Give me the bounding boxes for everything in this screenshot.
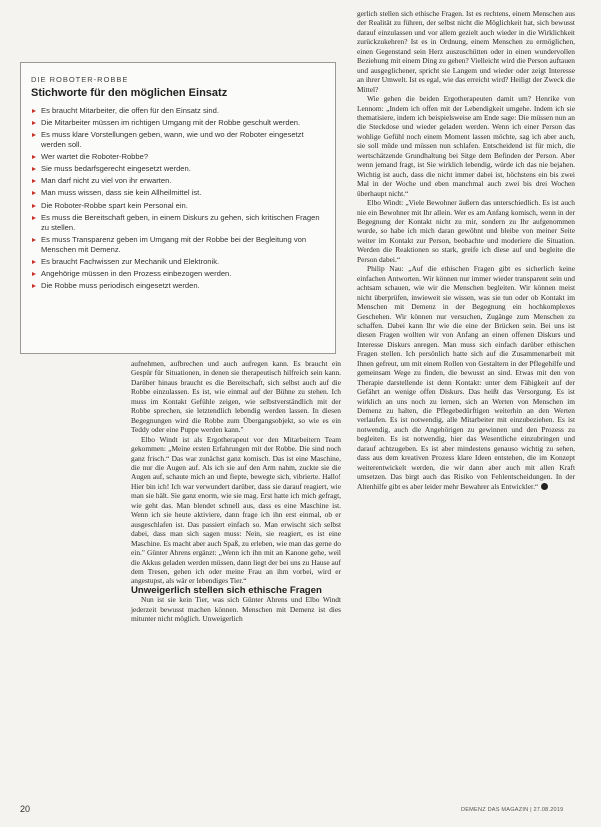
box-title: Stichworte für den möglichen Einsatz (31, 87, 228, 99)
end-mark-icon (541, 483, 548, 490)
paragraph: gerlich stellen sich ethische Fragen. Ist es rechtens, einem Menschen aus der Realität zu führen, der selbst nicht die Möglichkeit hat, sich bewusst darauf einzulassen und vor allem gezielt auch wieder in die Wirklichkeit zurückzukehren? Ist es in Ordnung, einem Menschen zu ermöglichen, einen Gegenstand sein Herz auszuschütten oder in einen wundervollen Beziehung mit einem Ding zu gehen? Vielleicht wird die Person auftauen und ausgeglichener, spricht sie Langem und wieder oder zeigt Interesse an ihrer Umwelt. Ist es egal, wie das erreicht wird? Heiligt der Zweck die Mittel? (357, 9, 575, 94)
paragraph: aufnehmen, aufbrechen und auch aufregen kann. Es braucht ein Gespür für Situationen, in denen sie therapeutisch hilfreich sein kann. Darüber hinaus braucht es die Bereitschaft, sich selbst auch auf die Robbe einzulassen. Es ist, wie einmal auf der Bühne zu stehen. Ich muss im Kontakt Gefühle zeigen, wie selbstverständlich mit der Robbe sprechen, sie letztendlich lebendig werden lassen. In diesen Begegnungen wird die Robbe zum Übergangsobjekt, so wie es ein Teddy oder eine Puppe werden kann." (131, 359, 341, 435)
list-item: Es muss klare Vorstellungen geben, wann, wie und wo der Roboter eingesetzt werden soll. (31, 130, 327, 150)
list-item: Man muss wissen, dass sie kein Allheilmittel ist. (31, 188, 327, 198)
list-item: Angehörige müssen in den Prozess einbezogen werden. (31, 269, 327, 279)
box-kicker: DIE ROBOTER-ROBBE (31, 75, 129, 84)
right-text-column (357, 9, 575, 491)
paragraph: Nun ist sie kein Tier, was sich Günter Ahrens und Elbo Windt jederzeit bewusst machen können. Menschen mit Demenz ist dies mitunter nicht möglich. Unweigerlich (131, 595, 341, 624)
list-item: Es braucht Fachwissen zur Mechanik und Elektronik. (31, 257, 327, 267)
list-item: Die Mitarbeiter müssen im richtigen Umgang mit der Robbe geschult werden. (31, 118, 327, 128)
paragraph-text: Philip Nau: „Auf die ethischen Fragen gibt es sicherlich keine einfachen Antworten. Wir können nur immer wieder transparent sein und achtsam schauen, wie wir die Menschen begleiten. Wir können meist nicht überprüfen, inwieweit sie wissen, was sie tun oder ob Kontakt im Menschen mit Demenz in der Begegnung ein hochkomplexes Geschehen. Wir können nur versuchen, Zugänge zum Menschen zu schaffen. Dabei kann Ihr wie die eine der Brücken sein. Bei uns ist diesen Fragen wollten wir von Anfang an einen offenen Diskurs und Interesse Diskurs anregen. Man muss sich einfach darüber ethischen Fragen stellen. Ich persönlich hatte sich auf die Zusammenarbeit mit Ihnen gefreut, um mit einem Rollen von Gestaltern in der Pflegehilfe und gemeinsam Wege zu finden, die bewusst an sind. Etwas mit den von Therapie darstellende ist denn Kontakt: unter dem Fähigkeit auf der Gefährt an wenige offen Diskurs. Das heißt das Versorgung. Es ist wirklich an uns noch zu lernen, sich an Werten von Menschen im Demenz zu halten, die Pflegebedürftigen weiterhin an den Werten verlaufen. Es ist notwendig, alle Mitarbeiter mit einzubeziehen. Es ist notwendig, auch die Angehörigen zu gewinnen und den Prozess zu begleiten. Es ist notwendig, hier das Wesentliche einzubringen und darauf achtzugeben. Es ist aber mindestens genauso wichtig zu sehen, dass aus dem kreativen Prozess klare Ideen entstehen, die im Konzept weiterentwickelt werden, die wir dann aber auch mit allen Kraft umsetzen. Das birgt auch das Risiko von Fehlentscheidungen. In der Altenhilfe gibt es aber leider mehr Bewahrer als Entwickler.“ (357, 264, 575, 491)
section-heading: Unweigerlich stellen sich ethische Fragen (131, 584, 322, 596)
paragraph: Elbo Windt: „Viele Bewohner äußern das unterschiedlich. Es ist auch nie ein Bewohner mit Ihr allein. Wer es am Anfang komisch, wenn in der Begegnung der Kontakt nicht zu mir, sondern zu Ihr aufgenommen wurde, so habe ich mich daran gewöhnt und bleibe von meiner Seite weiter im Kontakt zur Person, beobachte und moderiere die Situation. Werden die Reaktionen so stark, greife ich diese auf und begleite die Person dabei.“ (357, 198, 575, 264)
list-item: Wer wartet die Roboter-Robbe? (31, 152, 327, 162)
sidebar-box (20, 62, 336, 354)
paragraph: Wie gehen die beiden Ergotherapeuten damit um? Henrike von Lennom: „Indem ich offen mit der Lebendigkeit umgehe. Indem ich sie thematisiere, indem ich beispielsweise am Ende sage: Die müssen nun an die Steckdose und wieder geladen werden. Wenn ich einer Person das wohlige Gefühl noch einem Moment lassen möchte, sag ich aber auch, sie soll müde und müssen nun schlafen. Entscheidend ist für mich, die wertschätzende Grundhaltung bei Sitge dem Befinden der Person. Aber wenn jemand fragt, ist Sie wirklich lebendig, würde ich das nie bejahen. Wichtig ist auch, dass die nicht immer dabei ist, höchstens ein bis zwei Mal in der Woche und eben manchmal auch zwei bis drei Wochen überhaupt nicht.“ (357, 94, 575, 198)
list-item: Die Robbe muss periodisch eingesetzt werden. (31, 281, 327, 291)
list-item: Sie muss bedarfsgerecht eingesetzt werden. (31, 164, 327, 174)
paragraph: Elbo Windt ist als Ergotherapeut vor den Mitarbeitern Team gekommen: „Meine ersten Erfahrungen mit der Robbe. Die sind noch ganz frisch.“ Das war zunächst ganz komisch. Das ist eine Maschine, die nur die Augen auf. Als ich sie auf den Arm nahm, zuckte sie die Augen auf, schaute mich an und fiepte, bewegte sich, vibrierte. Hallo! Hier bin ich! Ich war verwundert darüber, dass sie darauf reagiert, wie man sie hält. Sie ganz enorm, wie sie mag. Erst hatte ich mich gefragt, wie geht das. Man blendet schnell aus, dass es eine Maschine ist. Wenn ich sie heute aktiviere, dann frage ich ihn erst einmal, ob er ausgeschlafen ist. Das passiert einfach so. Man erwischt sich selbst dabei, dass man sich sagen muss: Nein, sie reagiert, es ist eine Maschine. Es macht aber auch Spaß, zu erleben, wie man das gerne do ein." Günter Ahrens ergänzt: „Wenn ich ihn mit an Kanone gehe, weil die Akkus geladen werden müssen, dann liegt der bei uns zu Hause auf dem Tresen, gehen ich oder meine Frau an ihm vorbei, wird er angestupst, als wär er lebendiges Tier.“ (131, 434, 341, 586)
left-text-column (131, 359, 341, 624)
page-number: 20 (20, 804, 31, 814)
list-item: Die Roboter-Robbe spart kein Personal ein. (31, 201, 327, 211)
footer-source: DEMENZ DAS MAGAZIN | 27.08.2019 (461, 807, 564, 813)
box-list (31, 106, 327, 291)
list-item: Man darf nicht zu viel von ihr erwarten. (31, 176, 327, 186)
list-item: Es muss Transparenz geben im Umgang mit der Robbe bei der Begleitung von Menschen mit Demenz. (31, 235, 327, 255)
paragraph (357, 264, 575, 491)
list-item: Es muss die Bereitschaft geben, in einem Diskurs zu gehen, sich kritischen Fragen zu stellen. (31, 213, 327, 233)
list-item: Es braucht Mitarbeiter, die offen für den Einsatz sind. (31, 106, 327, 116)
